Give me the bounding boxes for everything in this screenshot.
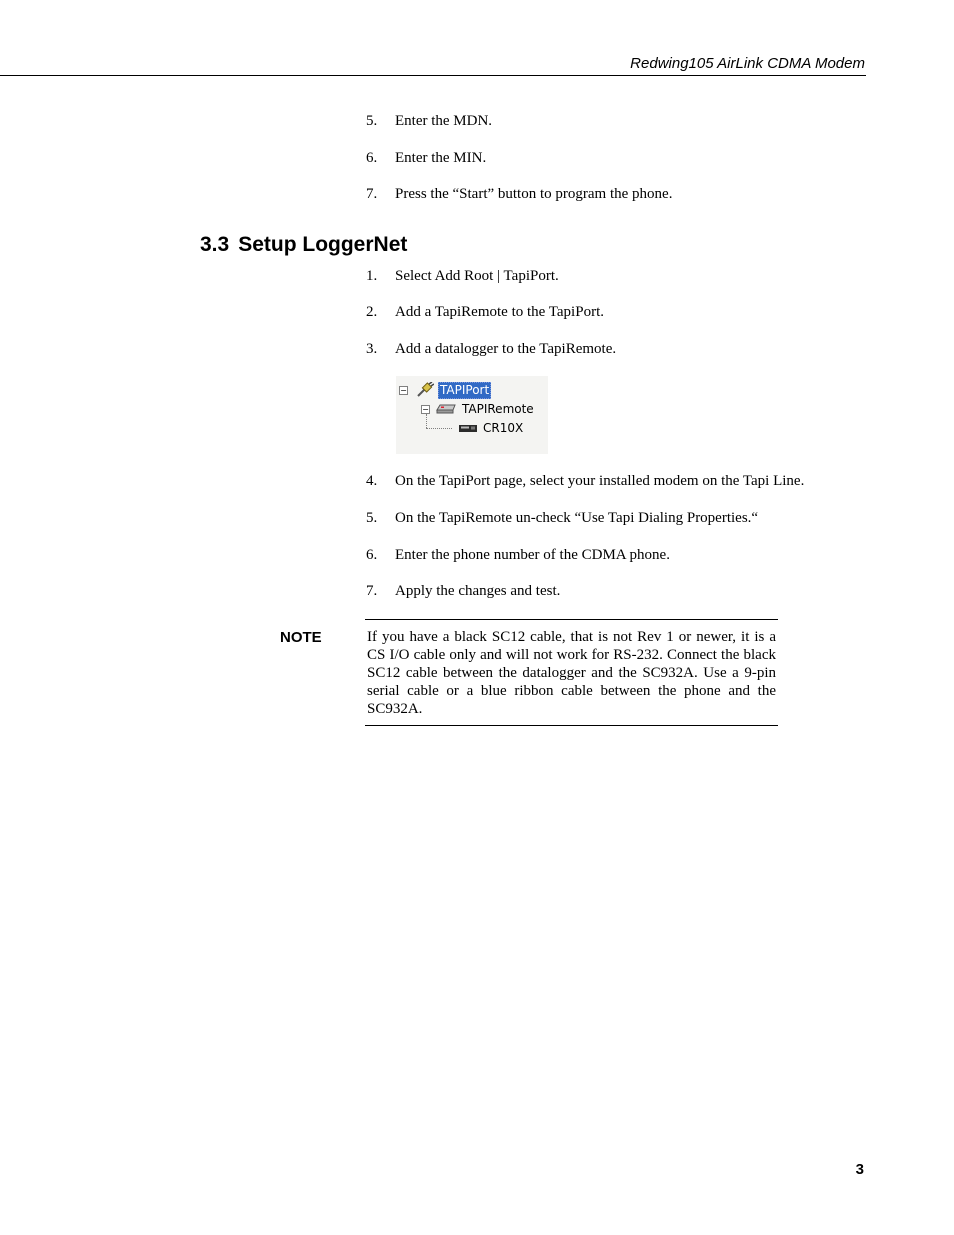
list-item (366, 185, 672, 203)
step-text: Add a TapiRemote to the TapiPort. (395, 304, 604, 320)
list-item (366, 472, 804, 490)
modem-icon (436, 402, 456, 414)
section-title: Setup LoggerNet (238, 233, 408, 256)
section-heading (200, 232, 407, 258)
step-text: Add a datalogger to the TapiRemote. (395, 341, 617, 357)
collapse-icon[interactable]: − (422, 405, 429, 414)
step-text: On the TapiPort page, select your installed modem on the Tapi Line. (395, 473, 805, 489)
note-top-rule (365, 619, 778, 620)
list-item (366, 149, 486, 167)
step-number: 7. (366, 186, 378, 202)
list-item (366, 303, 604, 321)
step-number: 5. (366, 510, 378, 526)
list-item (366, 509, 758, 527)
list-item (366, 340, 616, 358)
list-item (366, 267, 559, 285)
note-bottom-rule (365, 725, 778, 726)
step-text: Enter the phone number of the CDMA phone. (395, 547, 670, 563)
tapiport-plug-icon (416, 382, 434, 398)
list-item (366, 112, 492, 130)
list-item (366, 582, 560, 600)
tree-connector (426, 414, 427, 428)
datalogger-icon (458, 423, 478, 433)
header-title: Redwing105 AirLink CDMA Modem (630, 55, 865, 72)
step-text: On the TapiRemote un-check “Use Tapi Dialing Properties.“ (395, 510, 759, 526)
header-rule (0, 75, 866, 76)
tree-node-label: TAPIRemote (462, 402, 534, 416)
list-item (366, 546, 670, 564)
step-number: 5. (366, 113, 378, 129)
step-number: 7. (366, 583, 378, 599)
step-text: Enter the MIN. (395, 150, 487, 166)
collapse-icon[interactable]: − (400, 386, 407, 395)
step-text: Select Add Root | TapiPort. (395, 268, 559, 284)
note-label: NOTE (280, 629, 322, 646)
step-number: 3. (366, 341, 378, 357)
step-text: Press the “Start” button to program the phone. (395, 186, 673, 202)
step-number: 1. (366, 268, 378, 284)
tree-node-label: TAPIPort (440, 383, 490, 397)
page-number: 3 (855, 1161, 864, 1178)
step-number: 2. (366, 304, 378, 320)
step-number: 6. (366, 150, 378, 166)
step-text: Enter the MDN. (395, 113, 493, 129)
step-number: 6. (366, 547, 378, 563)
note-text: If you have a black SC12 cable, that is not Rev 1 or newer, it is a CS I/O cable only and will not work for RS-232. Connect the black SC12 cable between the datalogger and the SC932A. Use a 9-pin serial cable or a blue ribbon cable between the phone and the SC932A. (367, 629, 776, 717)
tree-connector (426, 428, 452, 429)
network-tree-view (396, 376, 548, 454)
step-number: 4. (366, 473, 378, 489)
section-number: 3.3 (200, 233, 230, 256)
step-text: Apply the changes and test. (395, 583, 561, 599)
tree-node-label: CR10X (483, 421, 524, 435)
